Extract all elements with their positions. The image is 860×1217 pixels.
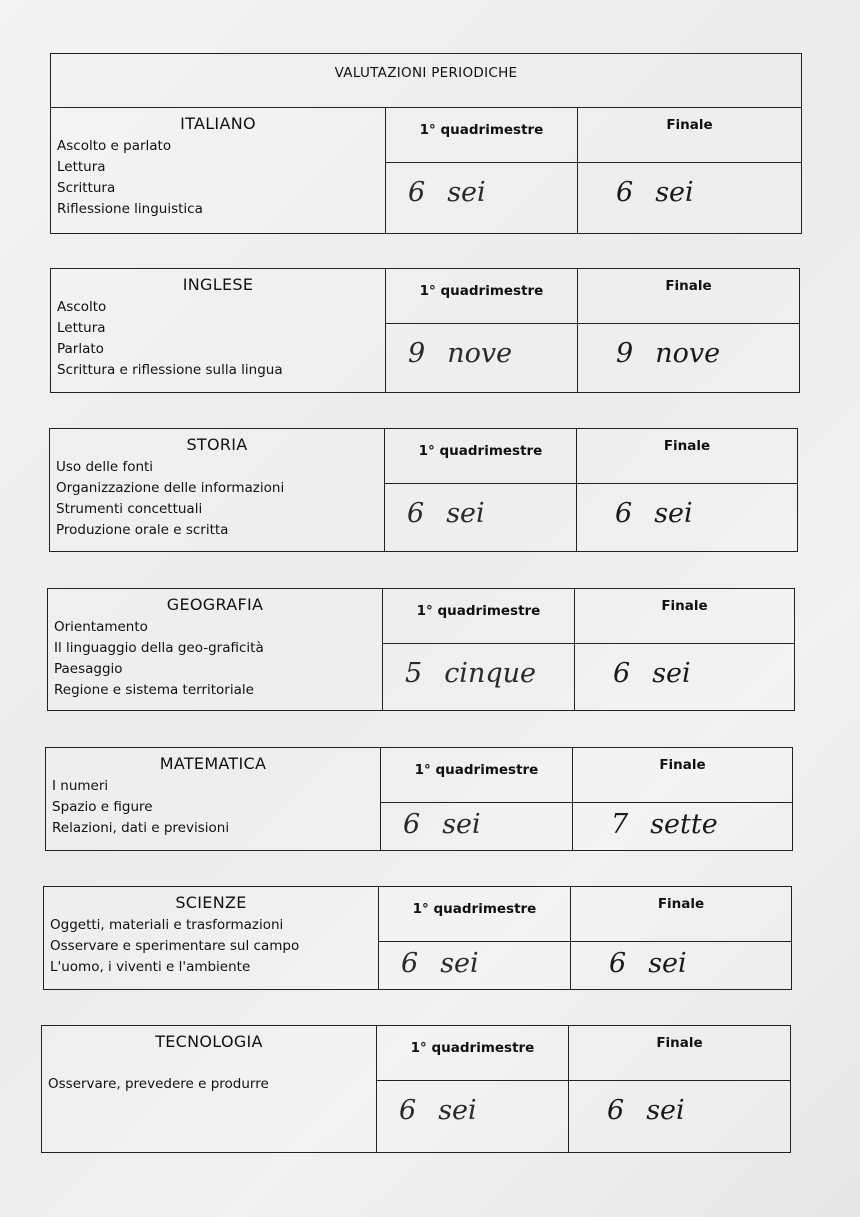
competency-item: Strumenti concettuali [56, 501, 203, 517]
grade-row [383, 643, 794, 710]
grade-word: sei [440, 948, 479, 979]
subject-table-geografia [47, 588, 795, 711]
competency-list [57, 297, 385, 381]
grade-grid [379, 887, 791, 989]
subject-table-italiano [50, 107, 802, 234]
grade-number: 9 [408, 338, 426, 369]
competency-list [57, 136, 385, 220]
grade-number: 6 [607, 1095, 625, 1126]
grade-first-quadrimestre [381, 803, 573, 850]
subject-info [51, 108, 386, 233]
header-first-quadrimestre: 1° quadrimestre [379, 887, 571, 941]
header-first-quadrimestre: 1° quadrimestre [383, 589, 575, 643]
grade-first-quadrimestre [386, 324, 578, 392]
grade-finale [575, 644, 794, 710]
page-title: VALUTAZIONI PERIODICHE [50, 53, 802, 108]
grade-first-quadrimestre [383, 644, 575, 710]
competency-item: Relazioni, dati e previsioni [52, 820, 230, 836]
grade-grid [383, 589, 794, 710]
grade-number: 6 [399, 1095, 417, 1126]
grade-grid [381, 748, 792, 850]
grade-word: sei [447, 177, 486, 208]
grade-word: nove [655, 338, 721, 369]
grade-finale [569, 1081, 790, 1152]
header-finale: Finale [665, 278, 712, 294]
competency-item: Osservare, prevedere e produrre [48, 1076, 269, 1092]
grade-finale [578, 163, 801, 233]
grade-word: sei [654, 498, 693, 529]
grade-grid [385, 429, 797, 551]
grade-row [379, 941, 791, 989]
competency-item: Regione e sistema territoriale [54, 682, 254, 698]
subject-name: GEOGRAFIA [166, 595, 264, 614]
grade-finale [571, 942, 791, 989]
grade-word: sei [652, 658, 691, 689]
subject-name: ITALIANO [180, 114, 256, 133]
competency-list [52, 776, 380, 839]
header-first-quadrimestre: 1° quadrimestre [381, 748, 573, 802]
grade-number: 6 [613, 658, 631, 689]
grade-grid [386, 108, 801, 233]
subject-info [50, 429, 385, 551]
competency-item: Scrittura [57, 180, 116, 196]
grade-number: 6 [615, 498, 633, 529]
competency-item: Riflessione linguistica [57, 201, 203, 217]
header-first-quadrimestre: 1° quadrimestre [377, 1026, 569, 1080]
grade-number: 6 [408, 177, 426, 208]
subject-info [51, 269, 386, 392]
competency-item: Uso delle fonti [56, 459, 154, 475]
subject-table-tecnologia [41, 1025, 791, 1153]
grade-row [386, 323, 799, 392]
subject-table-scienze [43, 886, 792, 990]
competency-item: Paesaggio [54, 661, 123, 677]
grade-word: sei [648, 948, 687, 979]
grade-row [385, 483, 797, 551]
subject-info [48, 589, 383, 710]
competency-item: L'uomo, i viventi e l'ambiente [50, 959, 251, 975]
grade-number: 6 [403, 809, 421, 840]
grade-word: sette [650, 809, 718, 840]
competency-item: Ascolto [57, 299, 107, 315]
subject-table-matematica [45, 747, 793, 851]
subject-table-inglese [50, 268, 800, 393]
header-first-quadrimestre: 1° quadrimestre [385, 429, 577, 483]
grade-finale [578, 324, 799, 392]
grade-word: sei [442, 809, 481, 840]
competency-item: Lettura [57, 159, 106, 175]
subject-info [44, 887, 379, 989]
subject-info [46, 748, 381, 850]
competency-item: Oggetti, materiali e trasformazioni [50, 917, 284, 933]
header-finale: Finale [656, 1035, 703, 1051]
competency-item: Il linguaggio della geo-graficità [54, 640, 264, 656]
competency-item: Osservare e sperimentare sul campo [50, 938, 300, 954]
header-finale: Finale [659, 757, 706, 773]
grade-finale [573, 803, 792, 850]
grade-grid [386, 269, 799, 392]
competency-list [48, 1074, 376, 1095]
subject-name: STORIA [186, 435, 248, 454]
grade-number: 6 [609, 948, 627, 979]
grade-first-quadrimestre [385, 484, 577, 551]
competency-list [50, 915, 378, 978]
header-first-quadrimestre: 1° quadrimestre [386, 269, 578, 323]
header-first-quadrimestre: 1° quadrimestre [386, 108, 578, 162]
grade-word: nove [447, 338, 513, 369]
grade-number: 9 [616, 338, 634, 369]
grade-number: 6 [401, 948, 419, 979]
competency-item: Organizzazione delle informazioni [56, 480, 285, 496]
grade-number: 5 [405, 658, 423, 689]
competency-item: Parlato [57, 341, 104, 357]
subject-name: TECNOLOGIA [155, 1032, 263, 1051]
competency-list [56, 457, 384, 541]
grade-number: 6 [616, 177, 634, 208]
header-finale: Finale [657, 896, 705, 912]
competency-item: Spazio e figure [52, 799, 153, 815]
grade-number: 7 [611, 809, 629, 840]
header-finale: Finale [661, 598, 708, 614]
grade-number: 6 [407, 498, 425, 529]
subject-info [42, 1026, 377, 1152]
grade-word: sei [438, 1095, 477, 1126]
subject-table-storia [49, 428, 798, 552]
competency-item: Scrittura e riflessione sulla lingua [57, 362, 283, 378]
subject-name: MATEMATICA [159, 754, 267, 773]
grade-finale [577, 484, 797, 551]
grade-grid [377, 1026, 790, 1152]
competency-item: Orientamento [54, 619, 148, 635]
subject-name: SCIENZE [175, 893, 247, 912]
grade-word: sei [655, 177, 694, 208]
grade-first-quadrimestre [386, 163, 578, 233]
subject-name: INGLESE [182, 275, 254, 294]
header-finale: Finale [666, 117, 713, 133]
competency-item: Ascolto e parlato [57, 138, 172, 154]
grade-row [386, 162, 801, 233]
competency-list [54, 617, 382, 701]
grade-first-quadrimestre [379, 942, 571, 989]
competency-item: Lettura [57, 320, 106, 336]
grade-row [377, 1080, 790, 1152]
grade-word: sei [646, 1095, 685, 1126]
header-finale: Finale [663, 438, 711, 454]
grade-word: cinque [444, 658, 536, 689]
grade-word: sei [446, 498, 485, 529]
grade-row [381, 802, 792, 850]
grade-first-quadrimestre [377, 1081, 569, 1152]
competency-item: I numeri [52, 778, 109, 794]
competency-item: Produzione orale e scritta [56, 522, 229, 538]
